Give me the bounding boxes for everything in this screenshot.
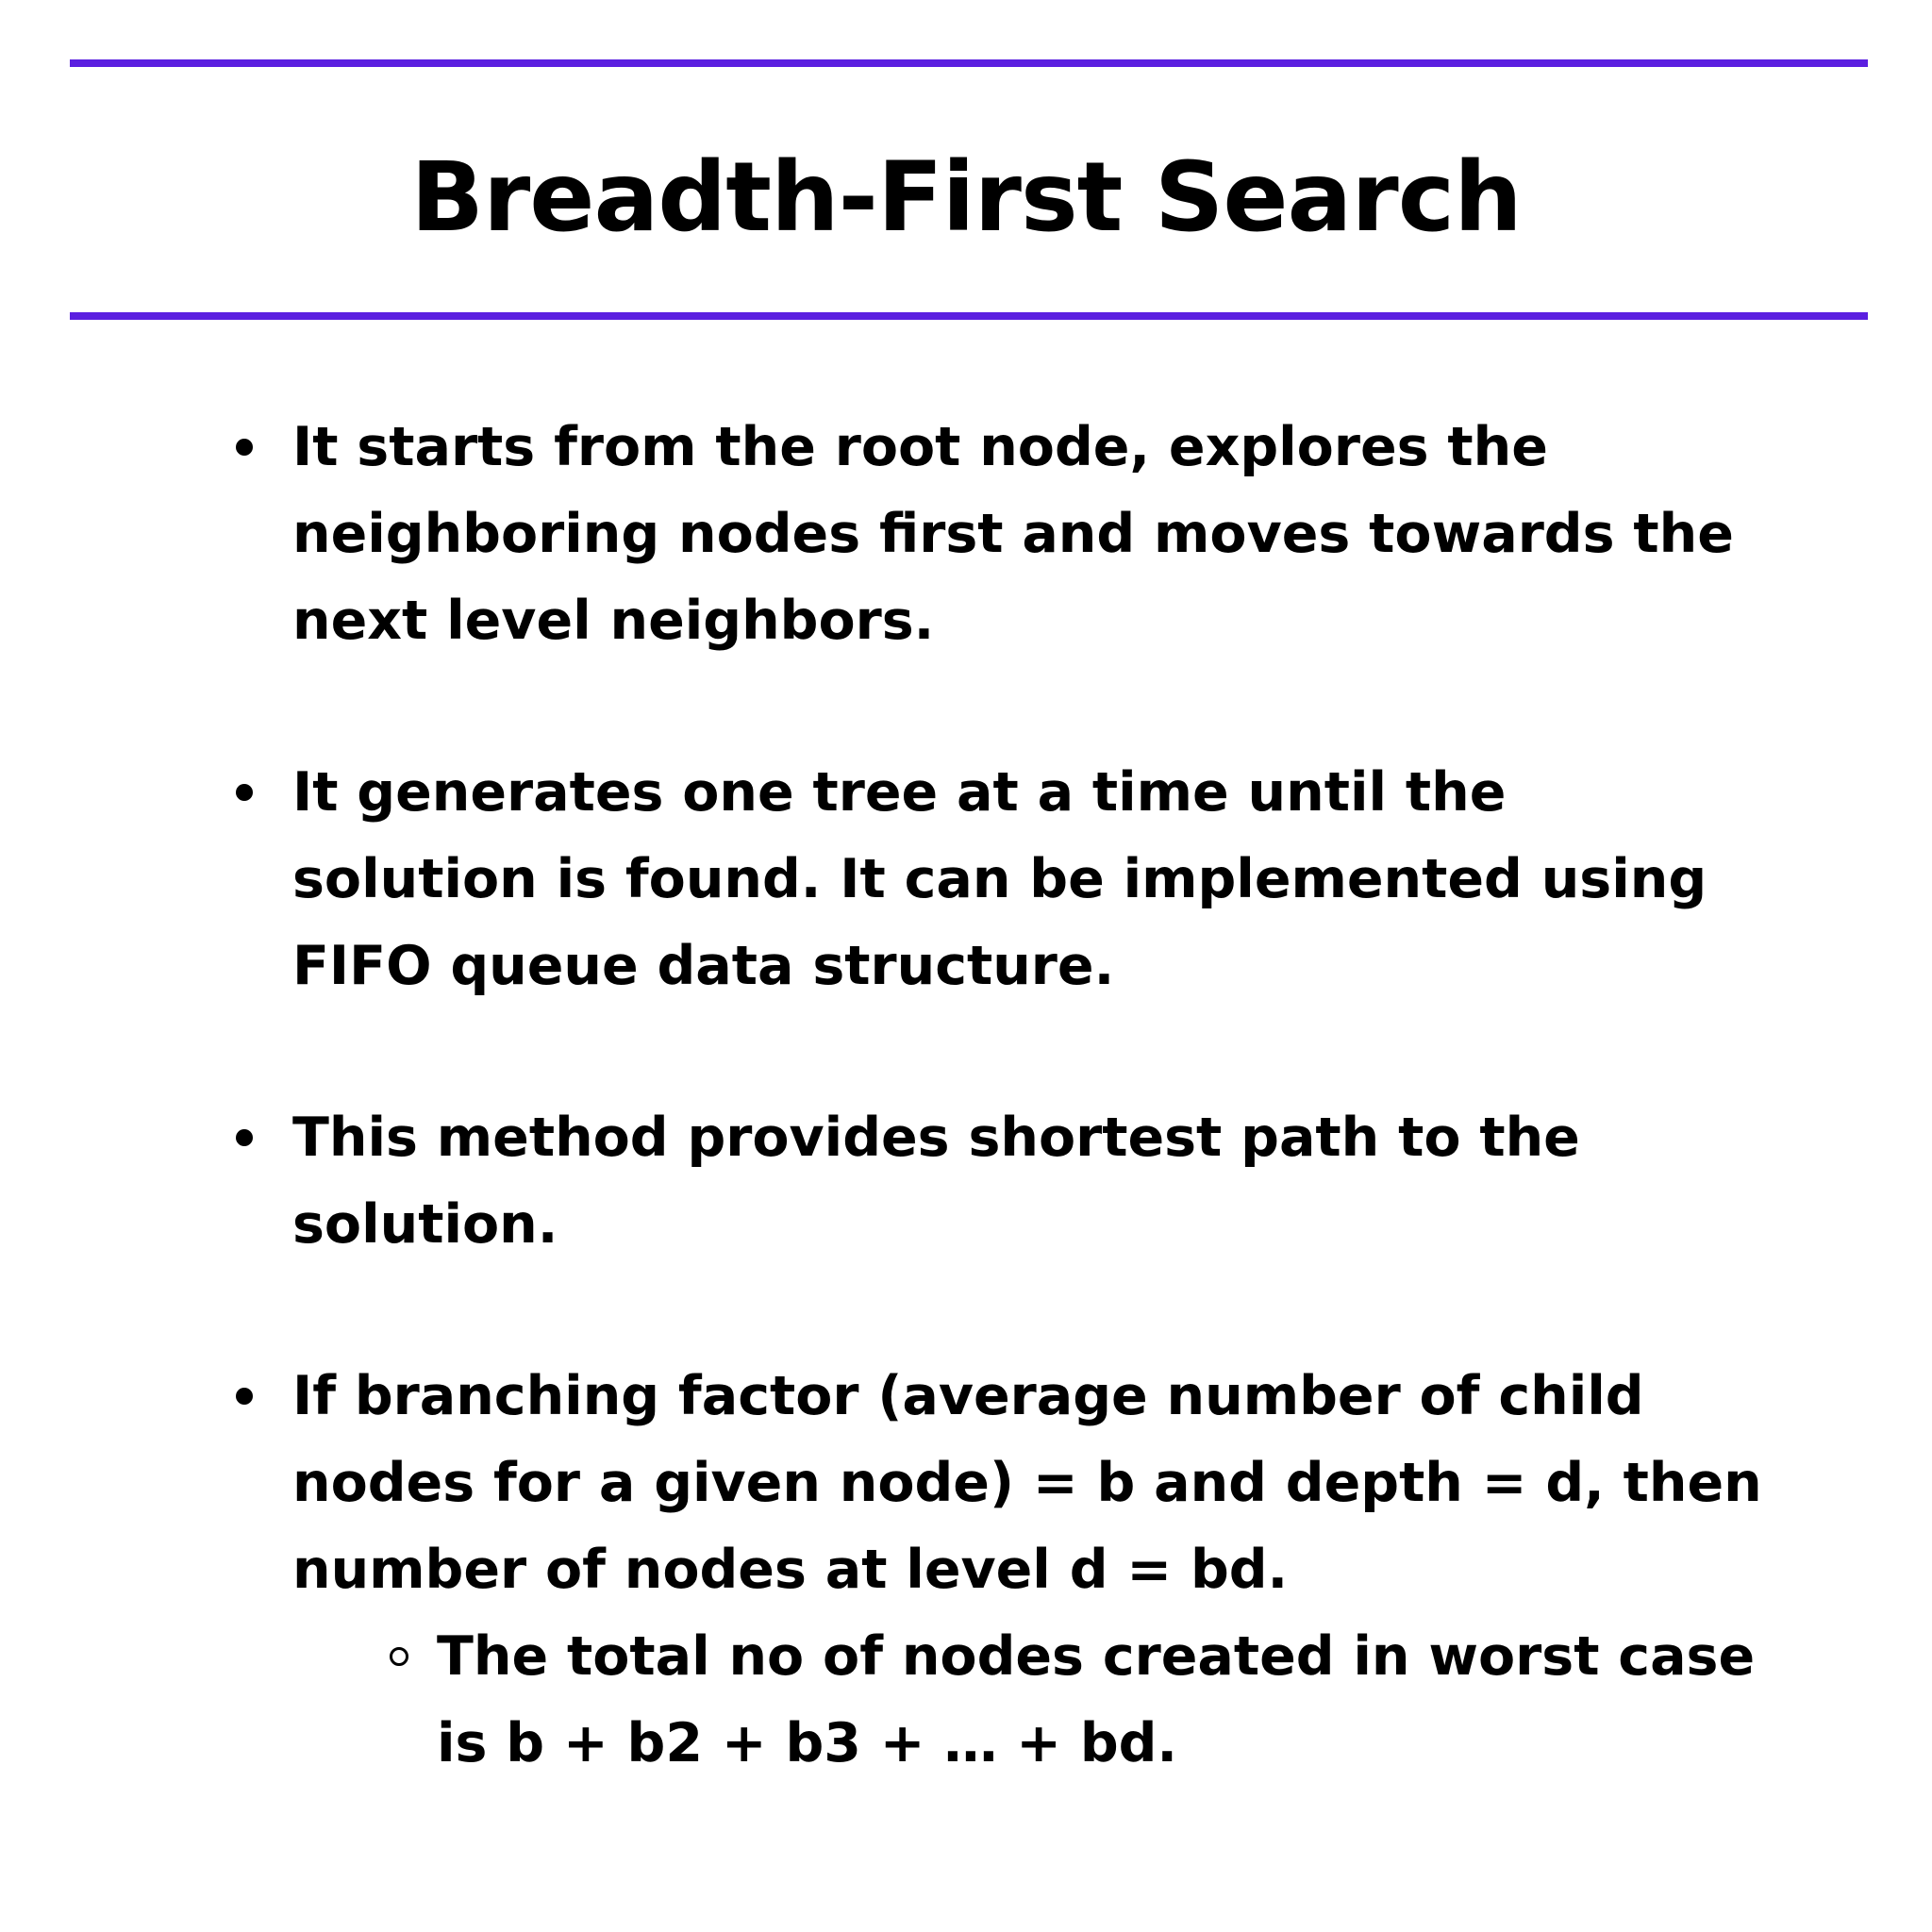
- list-item-text: It generates one tree at a time until the solution is found. It can be implemented using FIFO queue data structure.: [292, 761, 1707, 997]
- page-title: Breadth-First Search: [410, 142, 1522, 254]
- list-item: [236, 749, 1764, 1009]
- bottom-divider: [70, 312, 1868, 320]
- top-divider: [70, 59, 1868, 67]
- list-item: [236, 1353, 1764, 1787]
- list-item-text: If branching factor (average number of child nodes for a given node) = b and depth = d, then number of nodes at level d = bd.: [292, 1365, 1762, 1601]
- bullet-dot-icon: [236, 439, 253, 456]
- bullet-dot-icon: [236, 1129, 253, 1146]
- bullet-dot-icon: [236, 784, 253, 801]
- list-item: [236, 1094, 1764, 1268]
- list-item-text: It starts from the root node, explores the neighboring nodes first and moves towards the next level neighbors.: [292, 416, 1734, 652]
- bullet-ring-icon: [390, 1647, 408, 1666]
- list-item-text: This method provides shortest path to the solution.: [292, 1107, 1580, 1256]
- sub-list-item-text: The total no of nodes created in worst case is b + b2 + b3 + … + bd.: [437, 1625, 1756, 1774]
- bullet-dot-icon: [236, 1388, 253, 1405]
- sub-list-item: [390, 1613, 1767, 1787]
- list-item: [236, 404, 1764, 664]
